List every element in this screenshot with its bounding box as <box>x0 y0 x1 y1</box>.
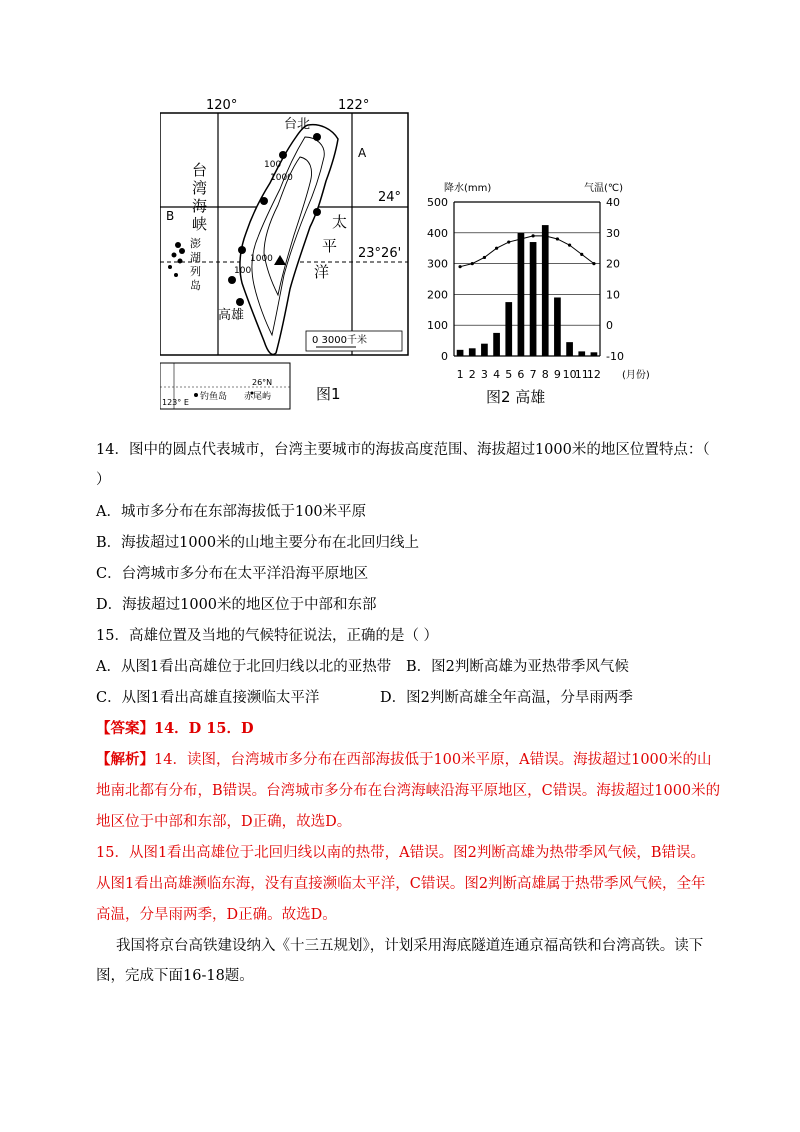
precip-bar <box>554 297 561 356</box>
svg-text:峡: 峡 <box>192 215 208 233</box>
right-axis-ticks <box>606 196 624 363</box>
contour-label: 100 <box>234 266 252 276</box>
precip-bar <box>518 233 525 356</box>
intro-line-1: 我国将京台高铁建设纳入《十三五规划》，计划采用海底隧道连通京福高铁和台湾高铁。读下 <box>116 938 704 954</box>
q15-option-b: B．图2判断高雄为亚热带季风气候 <box>406 659 629 675</box>
precip-bar <box>469 348 476 356</box>
month-tick-label: 6 <box>517 368 525 381</box>
answer-text: 14．D 15．D <box>154 720 254 737</box>
precip-tick-label: 500 <box>427 196 448 209</box>
q15-stem: 15．高雄位置及当地的气候特征说法，正确的是（ ） <box>96 628 439 644</box>
inset-diaoyu <box>160 363 290 409</box>
month-tick-label: 4 <box>493 368 501 381</box>
month-unit-label: (月份) <box>622 370 650 381</box>
q14-option-d: D．海拔超过1000米的地区位于中部和东部 <box>96 597 377 613</box>
month-tick-label: 12 <box>586 368 601 381</box>
month-tick-label: 10 <box>562 368 577 381</box>
svg-text:钓鱼岛: 钓鱼岛 <box>200 392 228 402</box>
q14-option-b: B．海拔超过1000米的山地主要分布在北回归线上 <box>96 535 420 551</box>
precip-bar <box>578 351 585 356</box>
q15-option-a: A．从图1看出高雄位于北回归线以北的亚热带 <box>96 659 392 675</box>
figure2-caption: 图2 高雄 <box>486 388 546 406</box>
figure1-caption: 图1 <box>316 385 341 403</box>
month-ticks <box>457 368 601 381</box>
month-tick-label: 11 <box>574 368 589 381</box>
city-dot <box>279 151 287 159</box>
penghu-islands <box>168 242 185 277</box>
precip-tick-label: 400 <box>427 226 448 240</box>
month-tick-label: 9 <box>553 368 561 381</box>
temp-tick-label: 10 <box>606 288 620 302</box>
svg-text:26°N: 26°N <box>252 378 273 387</box>
left-axis-ticks <box>427 196 448 363</box>
temp-point <box>495 247 498 250</box>
city-dot <box>260 197 268 205</box>
q14-stem-end: ） <box>96 472 111 488</box>
svg-text:海: 海 <box>192 197 208 215</box>
svg-text:澎: 澎 <box>190 237 201 250</box>
q15-option-c: C．从图1看出高雄直接濒临太平洋 <box>96 690 320 706</box>
svg-text:123° E: 123° E <box>162 398 189 407</box>
answer-line <box>96 719 254 739</box>
answer-tag: 【答案】 <box>96 720 154 737</box>
temp-tick-label: 40 <box>606 196 620 209</box>
strait-label <box>192 161 207 233</box>
city-taipei-dot <box>313 133 321 141</box>
q14-option-a: A．城市多分布在东部海拔低于100米平原 <box>96 504 367 520</box>
precip-tick-label: 200 <box>427 288 448 302</box>
q14-stem: 14．图中的圆点代表城市，台湾主要城市的海拔高度范围、海拔超过1000米的地区位置特点：（ <box>96 442 710 458</box>
temp-point <box>592 262 595 265</box>
month-tick-label: 5 <box>505 368 513 381</box>
intro-line-2: 图，完成下面16-18题。 <box>96 968 254 984</box>
contour-label: 1000 <box>250 254 273 264</box>
climate-chart <box>412 178 652 406</box>
taiwan-map-figure <box>160 95 410 415</box>
chart-gridlines <box>454 202 600 356</box>
city-dot <box>238 246 246 254</box>
analysis-line-4: 15．从图1看出高雄位于北回归线以南的热带，A错误。图2判断高雄为热带季风气候，B错误。 <box>96 845 706 861</box>
taipei-label: 台北 <box>284 117 311 132</box>
svg-text:湾: 湾 <box>192 179 208 197</box>
q15-option-d: D．图2判断高雄全年高温，分旱雨两季 <box>380 690 633 706</box>
temp-point <box>519 237 522 240</box>
precip-bar <box>566 342 573 356</box>
lon-120-label: 120° <box>206 98 238 113</box>
precip-bar <box>481 344 488 356</box>
contour-label: 100 <box>264 160 282 170</box>
analysis-line-5: 从图1看出高雄濒临东海，没有直接濒临太平洋，C错误。图2判断高雄属于热带季风气候，全年 <box>96 876 706 892</box>
temp-curve <box>460 236 594 267</box>
precip-bar <box>493 333 500 356</box>
month-tick-label: 1 <box>456 368 464 381</box>
precip-tick-label: 100 <box>427 319 448 333</box>
temp-point <box>580 253 583 256</box>
point-a-label: A <box>358 146 367 160</box>
temp-line <box>458 234 595 268</box>
temp-point <box>458 265 461 268</box>
temp-point <box>544 234 547 237</box>
kaohsiung-label: 高雄 <box>218 308 245 323</box>
temp-point <box>568 244 571 247</box>
temp-tick-label: 20 <box>606 257 620 271</box>
temp-tick-label: 0 <box>606 319 613 333</box>
svg-text:湖: 湖 <box>190 251 201 264</box>
temp-tick-label: -10 <box>606 350 624 363</box>
ocean-label <box>314 213 347 281</box>
precip-bar <box>457 350 464 356</box>
temp-point <box>483 256 486 259</box>
contour-label: 1000 <box>270 173 293 183</box>
lat-tropic-label: 23°26' <box>358 246 402 261</box>
scale-bar <box>306 331 402 351</box>
svg-text:赤尾屿: 赤尾屿 <box>244 392 272 402</box>
svg-text:平: 平 <box>322 237 338 255</box>
precip-bar <box>542 225 549 356</box>
precip-axis-title: 降水(mm) <box>444 183 492 194</box>
lat-24-label: 24° <box>378 190 402 205</box>
penghu-label <box>190 236 201 292</box>
svg-text:台: 台 <box>192 161 208 179</box>
temp-tick-label: 30 <box>606 226 620 240</box>
city-dot <box>313 208 321 216</box>
temp-point <box>471 262 474 265</box>
precip-bars <box>457 225 598 356</box>
precip-bar <box>505 302 512 356</box>
svg-text:列: 列 <box>190 265 201 278</box>
temp-axis-title: 气温(℃) <box>584 183 624 194</box>
city-dot <box>228 276 236 284</box>
precip-tick-label: 300 <box>427 257 448 271</box>
precip-tick-label: 0 <box>441 350 448 363</box>
analysis-line-6: 高温，分旱雨两季，D正确。故选D。 <box>96 907 337 923</box>
svg-text:洋: 洋 <box>314 263 330 281</box>
temp-point <box>531 234 534 237</box>
precip-bar <box>591 352 598 356</box>
q14-option-c: C．台湾城市多分布在太平洋沿海平原地区 <box>96 566 369 582</box>
analysis-tag: 【解析】 <box>96 751 154 768</box>
analysis-line-2: 地南北都有分布，B错误。台湾城市多分布在台湾海峡沿海平原地区，C错误。海拔超过1000米的 <box>96 783 721 799</box>
month-tick-label: 3 <box>480 368 488 381</box>
temp-point <box>507 240 510 243</box>
precip-bar <box>530 242 537 356</box>
temp-point <box>556 237 559 240</box>
analysis-line-1: 【解析】14．读图，台湾城市多分布在西部海拔低于100米平原，A错误。海拔超过1000米的山 <box>96 751 712 768</box>
svg-text:岛: 岛 <box>190 279 201 292</box>
month-tick-label: 8 <box>541 368 549 381</box>
analysis-line-3: 地区位于中部和东部，D正确，故选D。 <box>96 814 352 830</box>
point-b-label: B <box>166 209 175 223</box>
city-kaohsiung-dot <box>236 298 244 306</box>
lon-122-label: 122° <box>338 98 370 113</box>
month-tick-label: 7 <box>529 368 537 381</box>
svg-text:0 3000千米: 0 3000千米 <box>312 335 367 346</box>
month-tick-label: 2 <box>468 368 476 381</box>
svg-text:太: 太 <box>332 213 348 231</box>
